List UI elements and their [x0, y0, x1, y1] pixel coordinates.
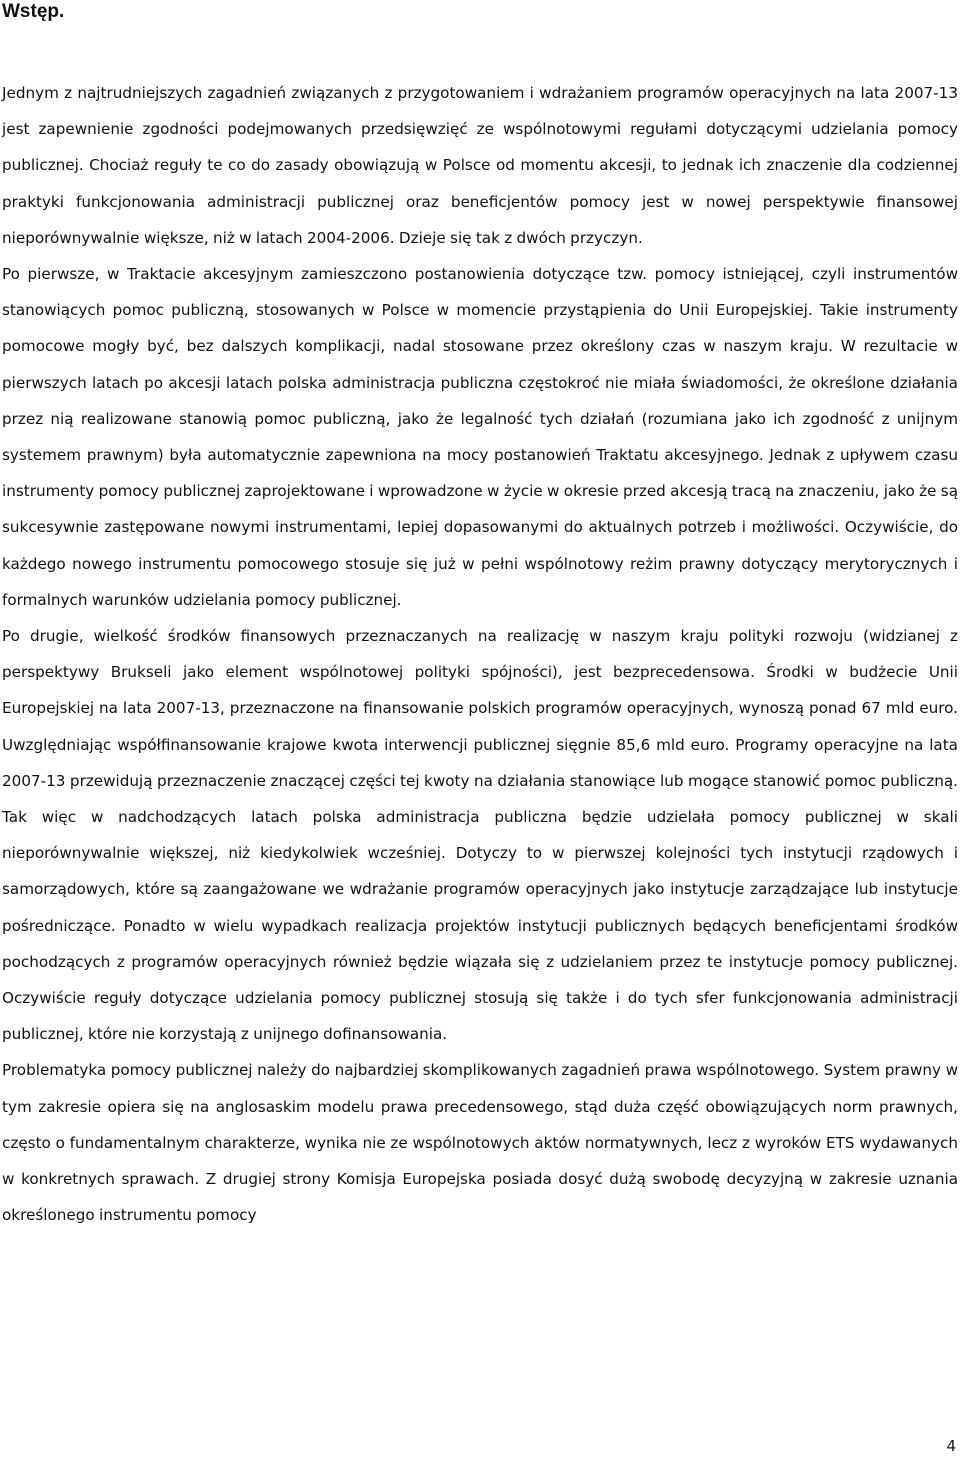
paragraph-1: Jednym z najtrudniejszych zagadnień związanych z przygotowaniem i wdrażaniem programów operacyjnych na lata 2007-13 jest zapewnienie zgodności podejmowanych przedsięwzięć ze wspólnotowymi regułami dotyczącymi udzielania pomocy publicznej. Chociaż reguły te co do zasady obowiązują w Polsce od momentu akcesji, to jednak ich znaczenie dla codziennej praktyki funkcjonowania administracji publicznej oraz beneficjentów pomocy jest w nowej perspektywie finansowej nieporównywalnie większe, niż w latach 2004-2006. Dzieje się tak z dwóch przyczyn. — [2, 84, 958, 247]
section-heading: Wstęp. — [2, 1, 65, 22]
paragraph-3: Po drugie, wielkość środków finansowych przeznaczanych na realizację w naszym kraju polityki rozwoju (widzianej z perspektywy Brukseli jako element wspólnotowej polityki spójności), jest bezprecedensowa. Środki w budżecie Unii Europejskiej na lata 2007-13, przeznaczone na finansowanie polskich programów operacyjnych, wynoszą ponad 67 mld euro. Uwzględniając współfinansowanie krajowe kwota interwencji publicznej sięgnie 85,6 mld euro. Programy operacyjne na lata 2007-13 przewidują przeznaczenie znaczącej części tej kwoty na działania stanowiące lub mogące stanowić pomoc publiczną. Tak więc w nadchodzących latach polska administracja publiczna będzie udzielała pomocy publicznej w skali nieporównywalnie większej, niż kiedykolwiek wcześniej. Dotyczy to w pierwszej kolejności tych instytucji rządowych i samorządowych, które są zaangażowane we wdrażanie programów operacyjnych jako instytucje zarządzające lub instytucje pośredniczące. Ponadto w wielu wypadkach realizacja projektów instytucji publicznych będących beneficjentami środków pochodzących z programów operacyjnych również będzie wiązała się z udzielaniem przez te instytucje pomocy publicznej. Oczywiście reguły dotyczące udzielania pomocy publicznej stosują się także i do tych sfer funkcjonowania administracji publicznej, które nie korzystają z unijnego dofinansowania. — [2, 627, 958, 1044]
page-number: 4 — [946, 1437, 956, 1455]
body-text — [2, 75, 958, 1234]
paragraph-2: Po pierwsze, w Traktacie akcesyjnym zamieszczono postanowienia dotyczące tzw. pomocy istniejącej, czyli instrumentów stanowiących pomoc publiczną, stosowanych w Polsce w momencie przystąpienia do Unii Europejskiej. Takie instrumenty pomocowe mogły być, bez dalszych komplikacji, nadal stosowane przez określony czas w naszym kraju. W rezultacie w pierwszych latach po akcesji latach polska administracja publiczna częstokroć nie miała świadomości, że określone działania przez nią realizowane stanowią pomoc publiczną, jako że legalność tych działań (rozumiana jako ich zgodność z unijnym systemem prawnym) była automatycznie zapewniona na mocy postanowień Traktatu akcesyjnego. Jednak z upływem czasu instrumenty pomocy publicznej zaprojektowane i wprowadzone w życie w okresie przed akcesją tracą na znaczeniu, jako że są sukcesywnie zastępowane nowymi instrumentami, lepiej dopasowanymi do aktualnych potrzeb i możliwości. Oczywiście, do każdego nowego instrumentu pomocowego stosuje się już w pełni wspólnotowy reżim prawny dotyczący merytorycznych i formalnych warunków udzielania pomocy publicznej. — [2, 265, 958, 609]
paragraph-4: Problematyka pomocy publicznej należy do najbardziej skomplikowanych zagadnień prawa wspólnotowego. System prawny w tym zakresie opiera się na anglosaskim modelu prawa precedensowego, stąd duża część obowiązujących norm prawnych, często o fundamentalnym charakterze, wynika nie ze wspólnotowych aktów normatywnych, lecz z wyroków ETS wydawanych w konkretnych sprawach. Z drugiej strony Komisja Europejska posiada dosyć dużą swobodę decyzyjną w zakresie uznania określonego instrumentu pomocy — [2, 1061, 958, 1225]
